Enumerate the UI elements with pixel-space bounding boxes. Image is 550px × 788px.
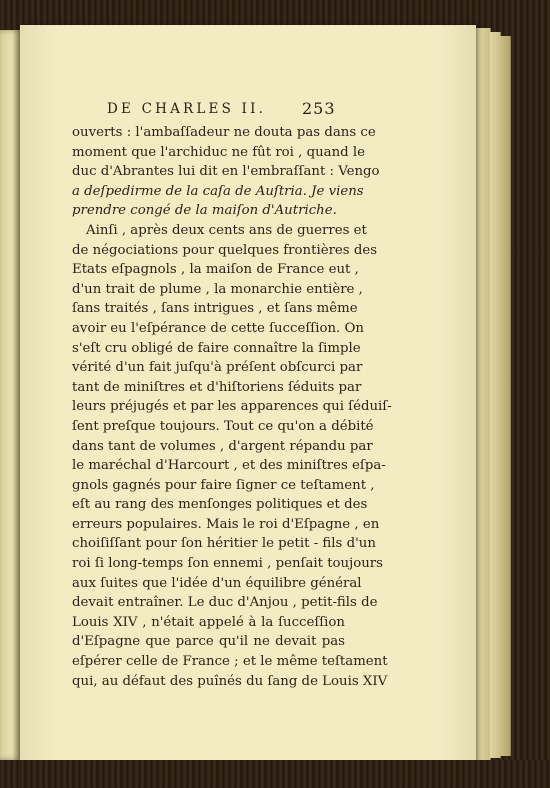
body-text [72, 123, 392, 691]
text-line: qui, au défaut des puînés du ſang de Louis XIV [72, 673, 388, 689]
page-number: 253 [302, 99, 336, 118]
text-line: choiſiſſant pour ſon héritier le petit - fils d'un [72, 536, 376, 552]
text-line: Louis XIV , n'était appelé à la ſucceſſion [72, 614, 345, 630]
text-line: roi ſi long-temps ſon ennemi , penſait toujours [72, 556, 383, 572]
text-line: prendre congé de la maiſon d'Autriche. [72, 203, 337, 219]
book-binding-bottom [20, 760, 550, 788]
text-line: moment que l'archiduc ne fût roi , quand le [72, 144, 366, 160]
text-line: dans tant de volumes , d'argent répandu par [72, 438, 373, 454]
page-edge-stack [476, 28, 491, 760]
text-line: tant de miniſtres et d'hiſtoriens ſéduits par [72, 379, 362, 395]
page-edge-stack [500, 36, 511, 756]
text-line: s'eſt cru obligé de faire connaître la ſimple [72, 340, 361, 356]
text-line: duc d'Abrantes lui dit en l'embraſſant : Vengo [72, 164, 380, 180]
text-line: de négociations pour quelques frontières des [72, 242, 378, 258]
text-line: avoir eu l'eſpérance de cette ſucceſſion. On [72, 320, 364, 336]
text-line: ſans traités , ſans intrigues , et ſans même [72, 301, 358, 317]
text-line: eſpérer celle de France ; et le même teſtament [72, 654, 388, 670]
text-line: d'Eſpagne que parce qu'il ne devait pas [72, 634, 345, 650]
text-line: ſent preſque toujours. Tout ce qu'on a débité [72, 418, 374, 434]
text-line: Etats eſpagnols , la maiſon de France eut , [72, 262, 359, 278]
text-line: vérité d'un fait juſqu'à préſent obſcurci par [72, 360, 363, 376]
text-line: eſt au rang des menſonges politiques et des [72, 497, 368, 513]
text-line: d'un trait de plume , la monarchie entière , [72, 281, 363, 297]
text-line: le maréchal d'Harcourt , et des miniſtres eſpa- [72, 458, 386, 474]
text-line: devait entraîner. Le duc d'Anjou , petit-fils de [72, 595, 378, 611]
text-line: gnols gagnés pour faire ſigner ce teſtament , [72, 477, 375, 493]
text-line: a deſpedirme de la caſa de Auſtria. Je viens [72, 183, 364, 199]
facing-page-edge [0, 30, 20, 760]
text-line: aux ſuites que l'idée d'un équilibre général [72, 575, 362, 591]
running-header: DE CHARLES II. [107, 101, 267, 117]
text-line: leurs préjugés et par les apparences qui ſéduiſ- [72, 399, 392, 415]
text-line: ouverts : l'ambaſſadeur ne douta pas dans ce [72, 125, 376, 140]
text-line: Ainſi , après deux cents ans de guerres et [86, 222, 367, 238]
text-line: erreurs populaires. Mais le roi d'Eſpagne , en [72, 516, 380, 532]
